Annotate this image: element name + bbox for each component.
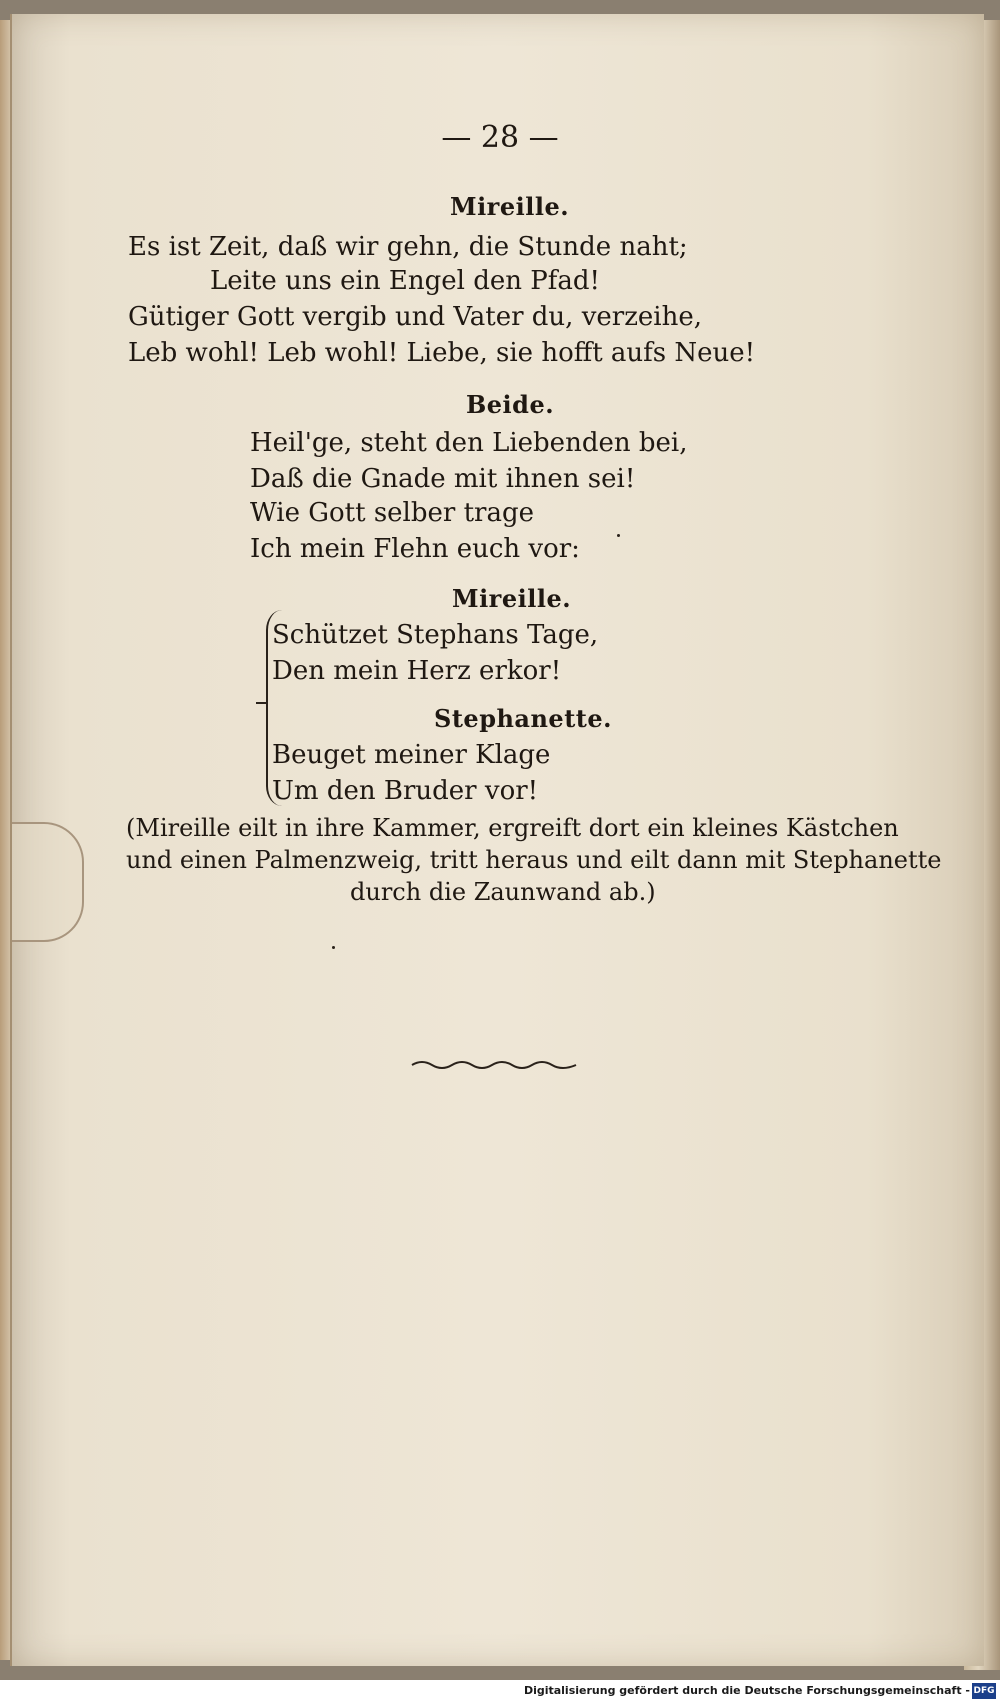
stage-direction-line: durch die Zaunwand ab.) (350, 878, 656, 906)
verse-line: Schützet Stephans Tage, (272, 620, 599, 650)
verse-line: Wie Gott selber trage (250, 498, 534, 528)
duet-bracket-nub (256, 702, 266, 704)
verse-line: Um den Bruder vor! (272, 776, 539, 806)
speaker-mireille: Mireille. (452, 584, 572, 613)
speaker-mireille: Mireille. (450, 192, 570, 221)
verse-line: Daß die Gnade mit ihnen sei! (250, 464, 636, 494)
digitization-footer (0, 1680, 1000, 1705)
verse-line: Es ist Zeit, daß wir gehn, die Stunde naht; (128, 232, 688, 262)
verse-line: Den mein Herz erkor! (272, 656, 562, 686)
page-number: — 28 — (441, 120, 559, 155)
stage-direction-line: (Mireille eilt in ihre Kammer, ergreift dort ein kleines Kästchen (126, 814, 899, 842)
stage-direction-line: und einen Palmenzweig, tritt heraus und eilt dann mit Stephanette (126, 846, 942, 874)
verse-line: Beuget meiner Klage (272, 740, 551, 770)
verse-line: Gütiger Gott vergib und Vater du, verzeihe, (128, 302, 702, 332)
ink-speck (617, 534, 620, 537)
page-tab-mark (12, 822, 84, 942)
footer-credit: Digitalisierung gefördert durch die Deutsche Forschungsgemeinschaft - (523, 1684, 970, 1697)
verse-line: Leite uns ein Engel den Pfad! (210, 266, 600, 296)
verse-line: Leb wohl! Leb wohl! Liebe, sie hofft aufs Neue! (128, 338, 756, 368)
speaker-beide: Beide. (466, 390, 555, 419)
end-flourish (410, 1058, 580, 1072)
dfg-logo: DFG (972, 1683, 996, 1699)
speaker-stephanette: Stephanette. (434, 704, 612, 733)
verse-line: Ich mein Flehn euch vor: (250, 534, 580, 564)
verse-line: Heil'ge, steht den Liebenden bei, (250, 428, 688, 458)
ink-speck (332, 946, 335, 949)
